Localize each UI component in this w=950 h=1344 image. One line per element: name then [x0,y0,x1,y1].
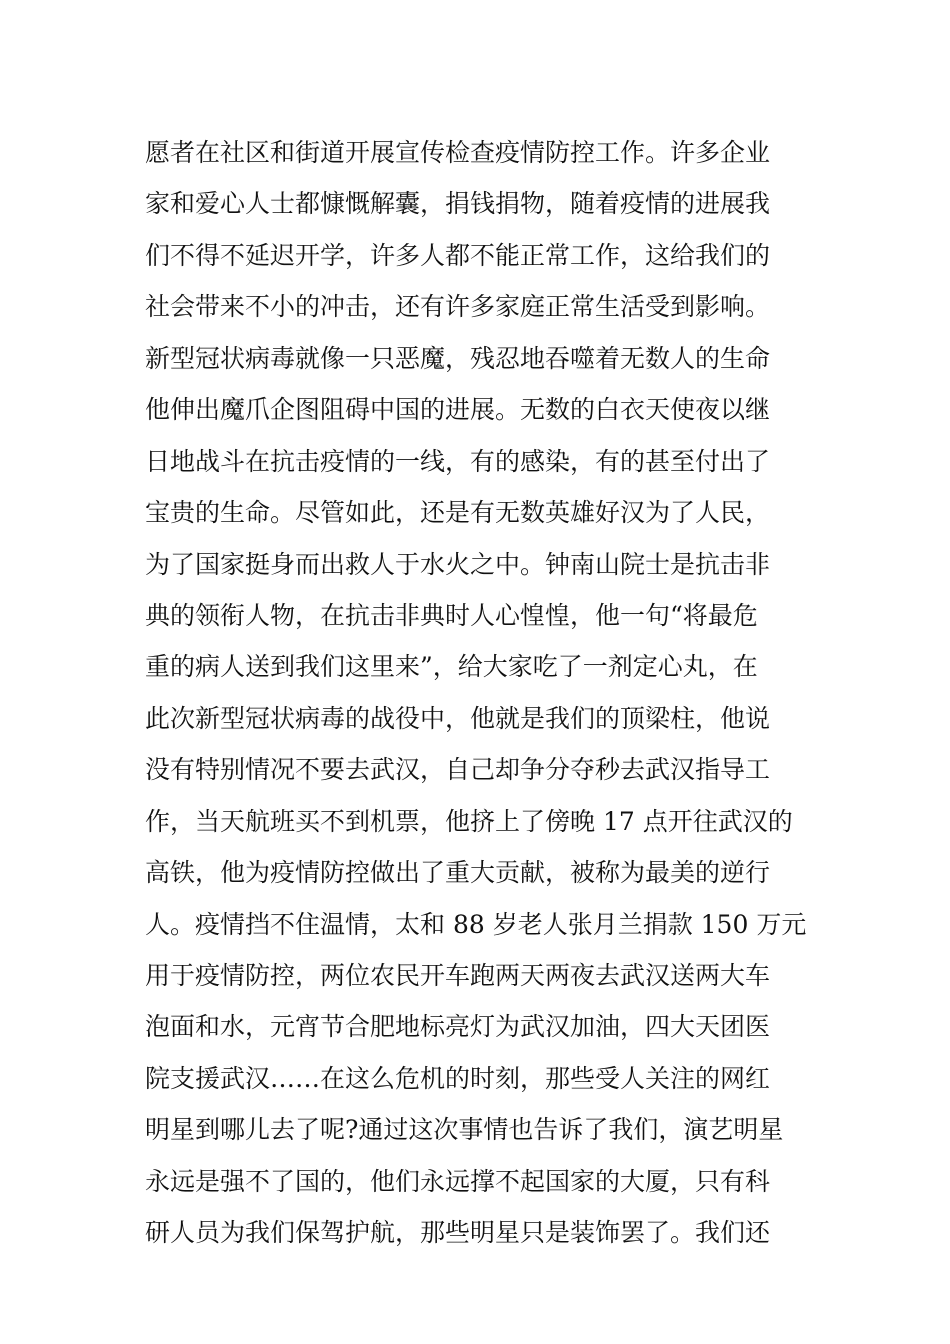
text-line-15: 高铁，他为疫情防控做出了重大贡献，被称为最美的逆行 [145,858,771,888]
text-line-16: 人。疫情挡不住温情，太和 88 岁老人张月兰捐款 150 万元 [145,909,807,939]
text-line-22: 研人员为我们保驾护航，那些明星只是装饰罢了。我们还 [145,1218,771,1248]
text-line-13: 没有特别情况不要去武汉，自己却争分夺秒去武汉指导工 [145,755,771,785]
text-line-21: 永远是强不了国的，他们永远撑不起国家的大厦，只有科 [145,1166,771,1196]
text-line-4: 社会带来不小的冲击，还有许多家庭正常生活受到影响。 [145,292,771,322]
text-line-12: 此次新型冠状病毒的战役中，他就是我们的顶梁柱，他说 [145,703,771,733]
text-line-3: 们不得不延迟开学，许多人都不能正常工作，这给我们的 [145,240,771,270]
text-line-14: 作，当天航班买不到机票，他挤上了傍晚 17 点开往武汉的 [145,806,793,836]
text-line-10: 典的领衔人物，在抗击非典时人心惶惶，他一句“将最危 [145,600,758,630]
text-line-1: 愿者在社区和街道开展宣传检查疫情防控工作。许多企业 [145,138,771,167]
text-line-7: 日地战斗在抗击疫情的一线，有的感染，有的甚至付出了 [145,446,771,476]
text-line-9: 为了国家挺身而出救人于水火之中。钟南山院士是抗击非 [145,549,771,579]
text-line-20: 明星到哪儿去了呢?通过这次事情也告诉了我们，演艺明星 [145,1115,784,1145]
text-line-6: 他伸出魔爪企图阻碍中国的进展。无数的白衣天使夜以继 [145,395,771,425]
text-line-19: 院支援武汉……在这么危机的时刻，那些受人关注的网红 [145,1063,771,1093]
text-line-11: 重的病人送到我们这里来”，给大家吃了一剂定心丸，在 [145,652,758,682]
text-line-17: 用于疫情防控，两位农民开车跑两天两夜去武汉送两大车 [145,961,771,990]
text-line-5: 新型冠状病毒就像一只恶魔，残忍地吞噬着无数人的生命 [145,343,771,373]
text-line-8: 宝贵的生命。尽管如此，还是有无数英雄好汉为了人民， [145,498,771,528]
body-text [145,127,845,1259]
text-line-2: 家和爱心人士都慷慨解囊，捐钱捐物，随着疫情的进展我 [145,189,771,219]
text-line-18: 泡面和水，元宵节合肥地标亮灯为武汉加油，四大天团医 [145,1012,771,1042]
